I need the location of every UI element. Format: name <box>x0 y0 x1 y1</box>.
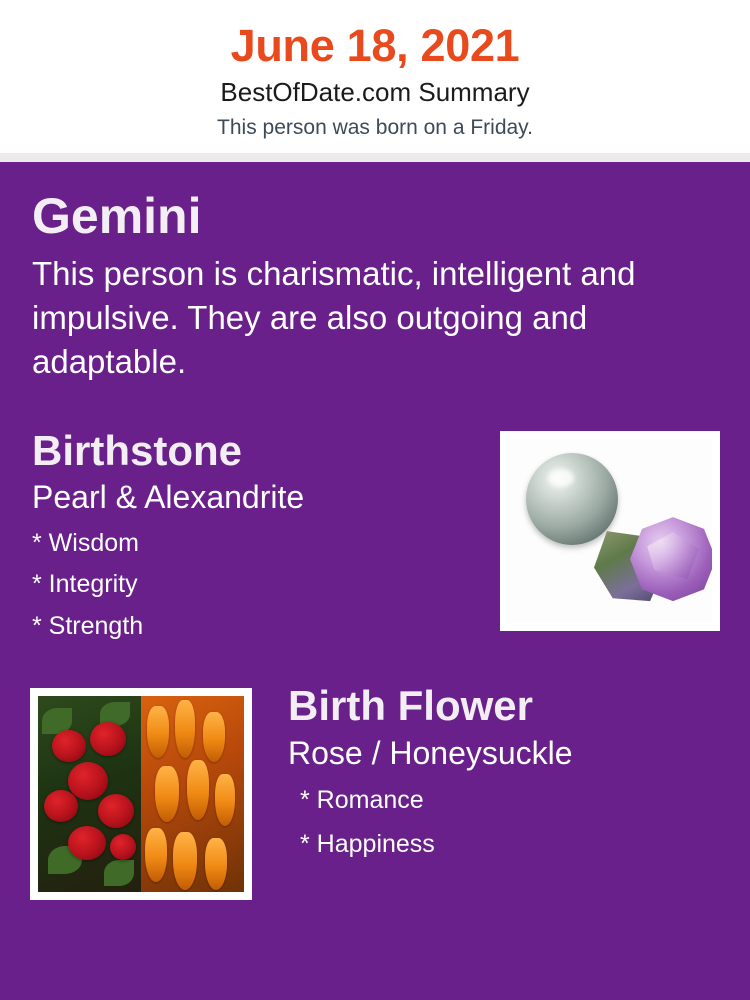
card-header <box>0 0 750 153</box>
site-summary-label: BestOfDate.com Summary <box>220 77 530 108</box>
birthstone-name: Pearl & Alexandrite <box>32 479 305 516</box>
birthstone-trait: * Wisdom <box>32 528 139 557</box>
birth-flower-section <box>30 684 720 900</box>
birthstone-image <box>508 439 712 623</box>
weekday-text: This person was born on a Friday. <box>217 115 533 139</box>
zodiac-sign-description: This person is charismatic, intelligent and impulsive. They are also outgoing and adaptable. <box>32 255 636 380</box>
birthstone-title: Birthstone <box>32 427 242 475</box>
birth-flower-text <box>252 684 720 858</box>
alexandrite-gem-icon <box>630 517 712 601</box>
birth-flower-image <box>38 696 244 892</box>
birthstone-trait: * Strength <box>32 611 144 640</box>
birthstone-text <box>30 429 500 640</box>
page-title: June 18, 2021 <box>230 20 520 71</box>
zodiac-sign-name: Gemini <box>32 187 202 244</box>
honeysuckle-icon <box>141 696 244 892</box>
birth-flower-trait: * Happiness <box>300 829 435 858</box>
roses-icon <box>38 696 141 892</box>
pearl-icon <box>526 453 618 545</box>
birthstone-trait: * Integrity <box>32 570 138 599</box>
birth-flower-name: Rose / Honeysuckle <box>288 734 573 771</box>
birthstone-section <box>30 429 720 640</box>
card-body <box>0 162 750 1000</box>
birth-flower-title: Birth Flower <box>288 682 534 730</box>
header-divider <box>0 153 750 162</box>
birth-flower-trait: * Romance <box>300 786 424 815</box>
birth-flower-image-frame <box>30 688 252 900</box>
birthstone-image-frame <box>500 431 720 631</box>
